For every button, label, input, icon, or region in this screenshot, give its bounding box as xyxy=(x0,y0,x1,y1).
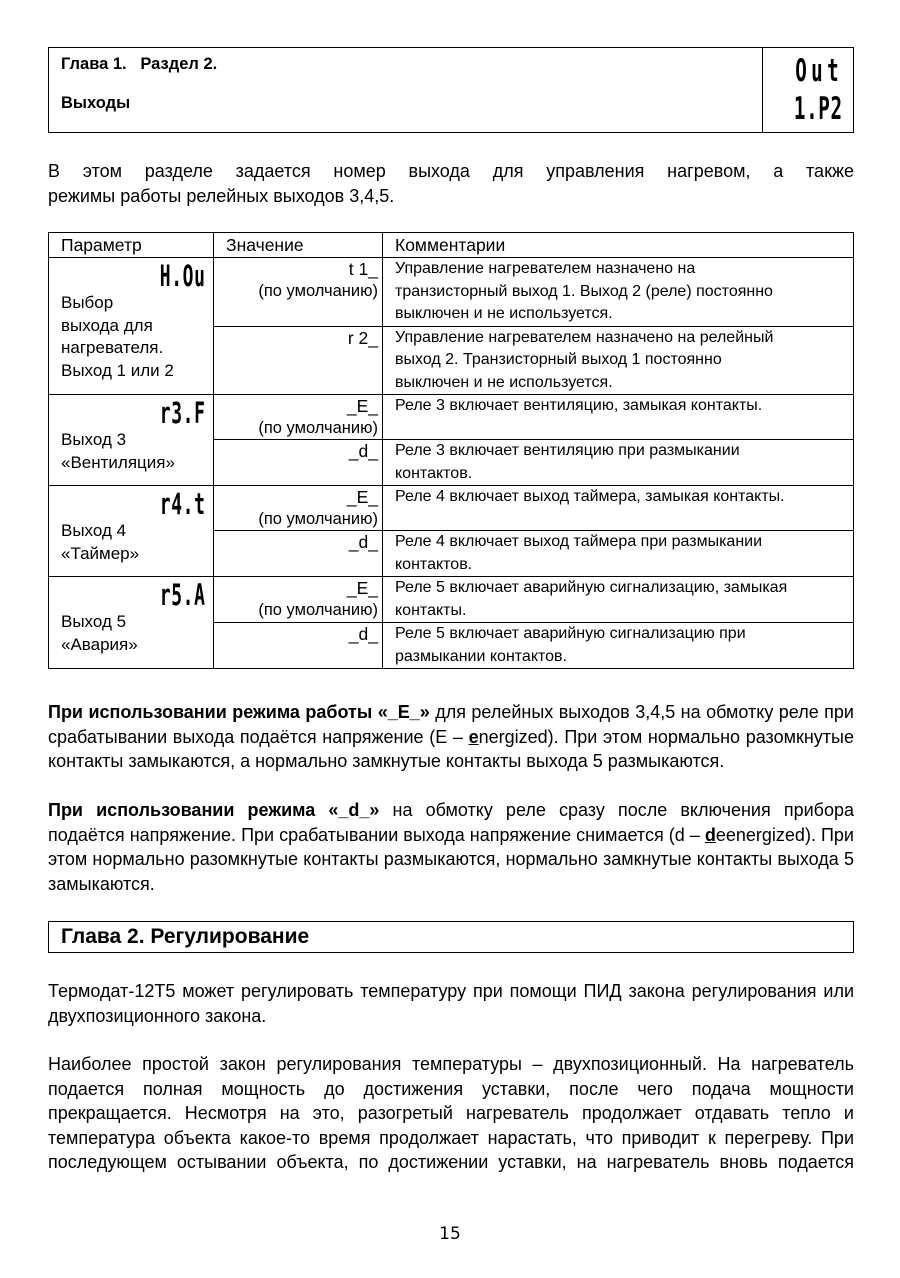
comment-line: Реле 4 включает выход таймера при размыкании xyxy=(395,533,763,550)
parameter-cell xyxy=(49,258,214,395)
value-cell xyxy=(214,577,383,623)
default-label: (по умолчанию) xyxy=(258,510,378,528)
comment-cell xyxy=(383,395,854,440)
mode-e-paragraph xyxy=(48,700,854,774)
comment-line: контактов. xyxy=(395,555,473,573)
chapter-2-heading-box xyxy=(48,921,854,953)
parameter-desc-line: выхода для xyxy=(61,315,153,335)
comment-cell xyxy=(383,258,854,327)
comment-line: Управление нагревателем назначено на xyxy=(395,260,696,277)
section-header-box xyxy=(48,47,854,133)
comment-cell xyxy=(383,326,854,395)
comment-line: Реле 3 включает вентиляцию при размыкании xyxy=(395,442,740,459)
value-text: t 1_ xyxy=(348,259,378,279)
value-cell xyxy=(214,395,383,440)
comment-line: Управление нагревателем назначено на релейный xyxy=(395,328,774,346)
comment-line: Реле 4 включает выход таймера, замыкая контакты. xyxy=(395,488,785,505)
parameter-desc-line: нагревателя. xyxy=(61,338,164,357)
parameter-desc-line: Выход 4 xyxy=(61,521,127,540)
comment-line: выключен и не используется. xyxy=(395,305,613,322)
column-header-value: Значение xyxy=(214,233,383,258)
mode-e-underlined-letter: e xyxy=(468,726,479,747)
table-row xyxy=(49,258,854,327)
parameter-desc-line: «Таймер» xyxy=(61,543,140,563)
value-cell xyxy=(214,486,383,531)
parameter-desc-line: «Авария» xyxy=(61,634,138,654)
mode-d-text: на обмотку реле сразу после включения прибора подаётся напряжение. При срабатывании выхода напряжение снимается (d – xyxy=(48,800,854,845)
parameter-code: H.Ou xyxy=(159,259,206,293)
comment-line: контактов. xyxy=(395,464,473,482)
chapter-2-paragraph-1: Термодат-12Т5 может регулировать температуру при помощи ПИД закона регулирования или двухпозиционного закона. xyxy=(48,981,854,1026)
table-header-row xyxy=(49,233,854,258)
value-text: _d_ xyxy=(348,441,378,461)
page-number: 15 xyxy=(439,1224,461,1244)
value-text: _E_ xyxy=(346,396,378,416)
value-text: r 2_ xyxy=(347,327,378,348)
parameter-code: r5.A xyxy=(159,578,206,612)
parameter-table xyxy=(48,232,854,669)
parameter-desc-line: Выбор xyxy=(61,293,114,312)
mode-d-text-cont: eenergized). При этом нормально разомкнутые контакты размыкаются, нормально замкнутые контакты выхода 5 замыкаются. xyxy=(48,824,854,894)
intro-paragraph xyxy=(48,159,854,208)
intro-line: В этом разделе задается номер выхода для управления нагревом, а также xyxy=(48,161,854,181)
value-text: _E_ xyxy=(346,578,378,598)
mode-e-text-cont: nergized). При этом нормально разомкнутые контакты замыкаются, а нормально замкнутые контакты выхода 5 размыкаются. xyxy=(48,726,854,771)
comment-line: Реле 5 включает аварийную сигнализацию, замыкая xyxy=(395,579,788,596)
table-row xyxy=(49,395,854,440)
table-row xyxy=(49,486,854,531)
chapter-2-heading: Глава 2. Регулирование xyxy=(61,925,310,948)
parameter-code: r4.t xyxy=(159,487,206,521)
comment-cell xyxy=(383,440,854,486)
section-title: Выходы xyxy=(61,94,131,112)
column-header-comments: Комментарии xyxy=(383,233,854,258)
value-cell xyxy=(214,258,383,327)
chapter-label: Глава 1. Раздел 2. xyxy=(61,55,218,73)
comment-line: размыкании контактов. xyxy=(395,647,567,665)
value-cell xyxy=(214,623,383,669)
value-text: _E_ xyxy=(346,487,378,507)
comment-line: выключен и не используется. xyxy=(395,373,613,391)
value-text: _d_ xyxy=(348,624,378,644)
comment-cell xyxy=(383,577,854,623)
header-divider xyxy=(762,48,763,132)
default-label: (по умолчанию) xyxy=(258,282,378,300)
mode-d-underlined-letter: d xyxy=(704,824,716,845)
comment-line: Реле 5 включает аварийную сигнализацию при xyxy=(395,625,746,642)
value-text: _d_ xyxy=(348,532,378,552)
default-label: (по умолчанию) xyxy=(258,601,378,619)
parameter-desc-line: Выход 3 xyxy=(61,430,127,449)
parameter-cell xyxy=(49,395,214,486)
parameter-cell xyxy=(49,486,214,577)
intro-line: режимы работы релейных выходов 3,4,5. xyxy=(48,185,395,206)
value-cell xyxy=(214,326,383,395)
parameter-desc-line: Выход 1 или 2 xyxy=(61,360,174,380)
table-row xyxy=(49,577,854,623)
comment-cell xyxy=(383,531,854,577)
parameter-code: r3.F xyxy=(159,396,206,430)
mode-d-bold: При использовании режима «_d_» xyxy=(48,800,380,820)
parameter-desc-line: Выход 5 xyxy=(61,612,127,631)
indicator-code-line1: Out xyxy=(795,53,843,89)
comment-cell xyxy=(383,623,854,669)
column-header-parameter: Параметр xyxy=(49,233,214,258)
comment-line: транзисторный выход 1. Выход 2 (реле) постоянно xyxy=(395,282,773,300)
comment-line: выход 2. Транзисторный выход 1 постоянно xyxy=(395,351,722,368)
mode-e-text: для релейных выходов 3,4,5 на обмотку реле при срабатывании выхода подаётся напряжение (E – xyxy=(48,702,854,747)
mode-d-paragraph xyxy=(48,798,854,896)
parameter-desc-line: «Вентиляция» xyxy=(61,452,175,472)
value-cell xyxy=(214,440,383,486)
indicator-code-line2: 1.P2 xyxy=(794,91,843,127)
comment-line: контакты. xyxy=(395,601,467,619)
value-cell xyxy=(214,531,383,577)
comment-line: Реле 3 включает вентиляцию, замыкая контакты. xyxy=(395,397,763,414)
parameter-cell xyxy=(49,577,214,669)
mode-e-bold: При использовании режима работы «_E_» xyxy=(48,702,430,722)
comment-cell xyxy=(383,486,854,531)
default-label: (по умолчанию) xyxy=(258,419,378,437)
chapter-2-paragraph-2: Наиболее простой закон регулирования температуры – двухпозиционный. На нагреватель подается полная мощность до достижения уставки, после чего подача мощности прекращается. Несмотря на это, разогретый нагреватель продолжает отдавать тепло и температура объекта какое-то время продолжает нарастать, что приводит к перегреву. При последующем остывании объекта, по достижении уставки, на нагреватель вновь подается xyxy=(48,1054,854,1172)
